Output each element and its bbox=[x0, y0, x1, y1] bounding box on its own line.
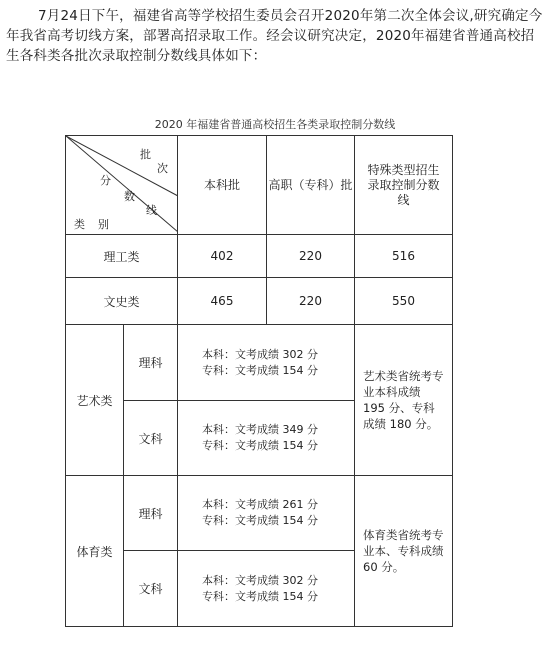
header-vocational: 高职（专科）批 bbox=[267, 136, 355, 235]
diag-label-pi: 批 bbox=[140, 148, 151, 161]
category-pe: 体育类 bbox=[66, 476, 124, 627]
header-special-type: 特殊类型招生录取控制分数线 bbox=[355, 136, 453, 235]
diag-label-ci: 次 bbox=[157, 162, 168, 175]
table-caption: 2020 年福建省普通高校招生各类录取控制分数线 bbox=[154, 118, 396, 131]
pe-science-scores bbox=[178, 476, 355, 551]
art-note: 艺术类省统考专业本科成绩 195 分、专科成绩 180 分。 bbox=[355, 325, 453, 476]
art-science-undergraduate: 本科：文考成绩 302 分 bbox=[202, 347, 318, 361]
table-row bbox=[66, 278, 453, 325]
art-liberal-vocational: 专科：文考成绩 154 分 bbox=[202, 439, 318, 452]
table-row bbox=[66, 325, 453, 401]
pe-liberal-undergraduate: 本科：文考成绩 302 分 bbox=[202, 573, 318, 587]
art-liberal-label: 文科 bbox=[124, 401, 178, 476]
arts-undergraduate-score: 465 bbox=[178, 278, 267, 325]
art-science-vocational: 专科：文考成绩 154 分 bbox=[202, 363, 318, 377]
pe-note: 体育类省统考专业本、专科成绩 60 分。 bbox=[355, 476, 453, 627]
header-row bbox=[66, 136, 453, 235]
arts-vocational-score: 220 bbox=[267, 278, 355, 325]
art-science-label: 理科 bbox=[124, 325, 178, 401]
arts-special-score: 550 bbox=[355, 278, 453, 325]
pe-liberal-vocational: 专科：文考成绩 154 分 bbox=[202, 589, 318, 603]
table-row bbox=[66, 235, 453, 278]
diag-label-fen: 分 bbox=[100, 174, 111, 187]
pe-science-vocational: 专科：文考成绩 154 分 bbox=[202, 514, 318, 527]
pe-liberal-label: 文科 bbox=[124, 551, 178, 627]
diag-label-xian: 线 bbox=[146, 204, 157, 217]
diag-label-shu: 数 bbox=[124, 190, 135, 203]
score-table bbox=[65, 135, 453, 627]
diagonal-header-cell bbox=[66, 136, 178, 235]
art-liberal-scores bbox=[178, 401, 355, 476]
intro-paragraph: 7月24日下午，福建省高等学校招生委员会召开2020年第二次全体会议,研究确定今年我省高考切线方案，部署高招录取工作。经会议研究决定，2020年福建省普通高校招生各科类各批次录取控制分数线具体如下： bbox=[6, 8, 543, 64]
science-special-score: 516 bbox=[355, 235, 453, 278]
diag-label-lei: 类 bbox=[74, 218, 85, 231]
header-undergraduate: 本科批 bbox=[178, 136, 267, 235]
category-liberal-arts: 文史类 bbox=[66, 278, 178, 325]
table-row bbox=[66, 476, 453, 551]
pe-liberal-scores bbox=[178, 551, 355, 627]
category-art: 艺术类 bbox=[66, 325, 124, 476]
art-liberal-undergraduate: 本科：文考成绩 349 分 bbox=[202, 423, 318, 436]
science-undergraduate-score: 402 bbox=[178, 235, 267, 278]
pe-science-label: 理科 bbox=[124, 476, 178, 551]
art-science-scores bbox=[178, 325, 355, 401]
diag-label-bie: 别 bbox=[98, 218, 109, 231]
category-science: 理工类 bbox=[66, 235, 178, 278]
science-vocational-score: 220 bbox=[267, 235, 355, 278]
pe-science-undergraduate: 本科：文考成绩 261 分 bbox=[202, 498, 318, 511]
